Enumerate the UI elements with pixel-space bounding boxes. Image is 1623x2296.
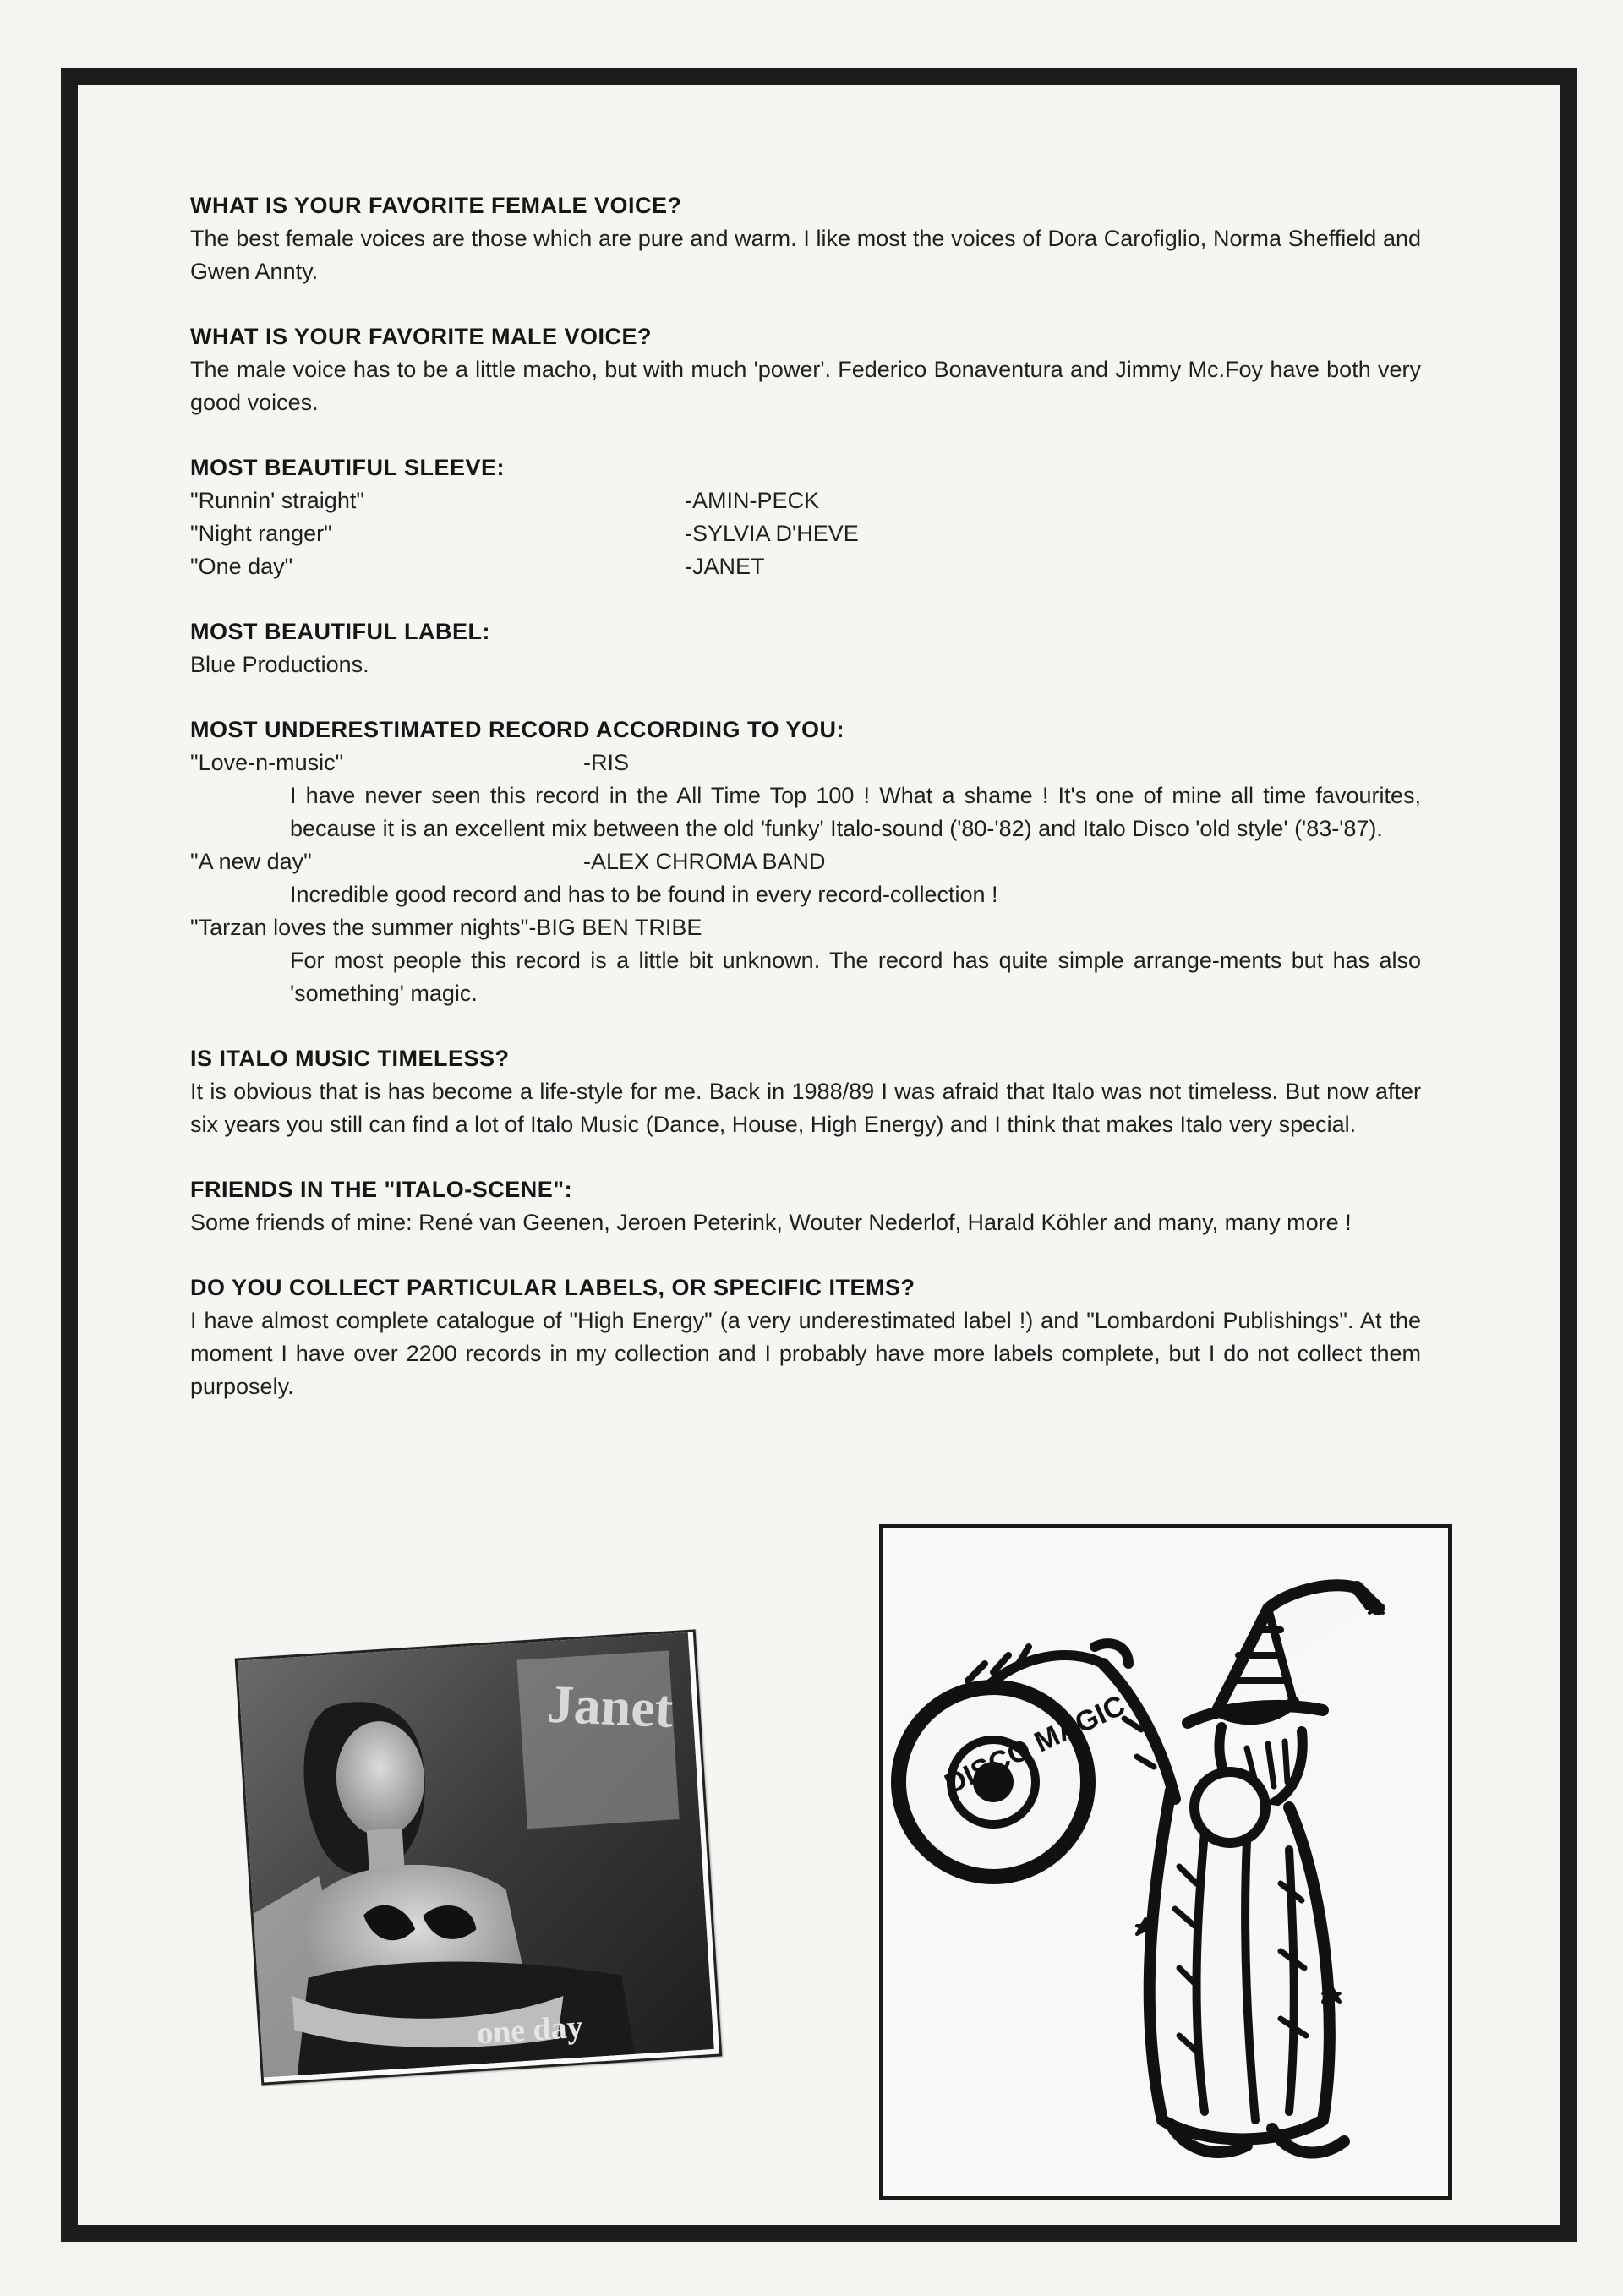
underestimated-heading: MOST UNDERESTIMATED RECORD ACCORDING TO YOU: [190,717,845,742]
section-female-voice [190,189,1421,288]
record-title-artist: "Tarzan loves the summer nights"-BIG BEN TRIBE [190,915,702,940]
disco-magic-logo-box [879,1524,1452,2200]
sleeve-photo [235,1629,723,2085]
timeless-heading: IS ITALO MUSIC TIMELESS? [190,1046,510,1071]
timeless-answer: It is obvious that is has become a life-style for me. Back in 1988/89 I was afraid that Italo was not timeless. But now after six years you still can find a lot of Italo Music (Dance, House, High Energy) and I think that makes Italo very special. [190,1079,1421,1137]
record-row [190,746,1421,779]
sleeve-title: "One day" [190,554,293,579]
section-male-voice [190,320,1421,419]
sleeve-photo-image [238,1632,714,2078]
sleeve-artist: -JANET [685,554,765,579]
sleeve-heading: MOST BEAUTIFUL SLEEVE: [190,455,505,480]
friends-answer: Some friends of mine: René van Geenen, Jeroen Peterink, Wouter Nederlof, Harald Köhler and many, many more ! [190,1210,1352,1235]
record-comment: I have never seen this record in the All Time Top 100 ! What a shame ! It's one of mine all time favourites, because it is an excellent mix between the old 'funky' Italo-sound ('80-'82) and Italo Disco 'old style' ('83-'87). [290,783,1421,841]
section-timeless [190,1042,1421,1141]
section-friends [190,1173,1421,1239]
record-title: "Love-n-music" [190,750,344,775]
sleeve-row [190,517,1421,550]
collect-answer: I have almost complete catalogue of "High Energy" (a very underestimated label !) and "Lombardoni Publishings". At the moment I have over 2200 records in my collection and I probably have more labels complete, but I do not collect them purposely. [190,1308,1421,1399]
record-row [190,845,1421,878]
wizard-logo-icon [883,1528,1448,2196]
section-label [190,615,1421,681]
friends-heading: FRIENDS IN THE "ITALO-SCENE": [190,1177,573,1202]
male-voice-heading: WHAT IS YOUR FAVORITE MALE VOICE? [190,324,653,349]
label-answer: Blue Productions. [190,652,369,677]
sleeve-title: "Runnin' straight" [190,488,364,513]
label-heading: MOST BEAUTIFUL LABEL: [190,619,490,644]
collect-heading: DO YOU COLLECT PARTICULAR LABELS, OR SPECIFIC ITEMS? [190,1275,915,1300]
female-voice-heading: WHAT IS YOUR FAVORITE FEMALE VOICE? [190,193,682,218]
sleeve-artist: -AMIN-PECK [685,488,820,513]
record-comment: For most people this record is a little bit unknown. The record has quite simple arrange-ments but has also 'something' magic. [290,948,1421,1006]
sleeve-title-text: one day [475,2009,584,2052]
sleeve-row [190,550,1421,583]
sleeve-title: "Night ranger" [190,521,332,546]
section-underestimated [190,713,1421,1010]
record-artist: -ALEX CHROMA BAND [583,849,826,874]
record-artist: -RIS [583,750,629,775]
sleeve-artist-name: Janet [545,1673,675,1739]
female-voice-answer: The best female voices are those which are pure and warm. I like most the voices of Dora Carofiglio, Norma Sheffield and Gwen Annty. [190,226,1421,284]
record-row [190,911,1421,944]
section-collect [190,1271,1421,1403]
interview-content [190,189,1421,1435]
section-sleeve [190,451,1421,583]
sleeve-artist: -SYLVIA D'HEVE [685,521,859,546]
record-comment: Incredible good record and has to be found in every record-collection ! [290,882,998,907]
logo-text: DISCO MAGIC [939,1689,1130,1801]
sleeve-row [190,484,1421,517]
male-voice-answer: The male voice has to be a little macho, but with much 'power'. Federico Bonaventura and Jimmy Mc.Foy have both very good voices. [190,357,1421,415]
record-title: "A new day" [190,849,312,874]
